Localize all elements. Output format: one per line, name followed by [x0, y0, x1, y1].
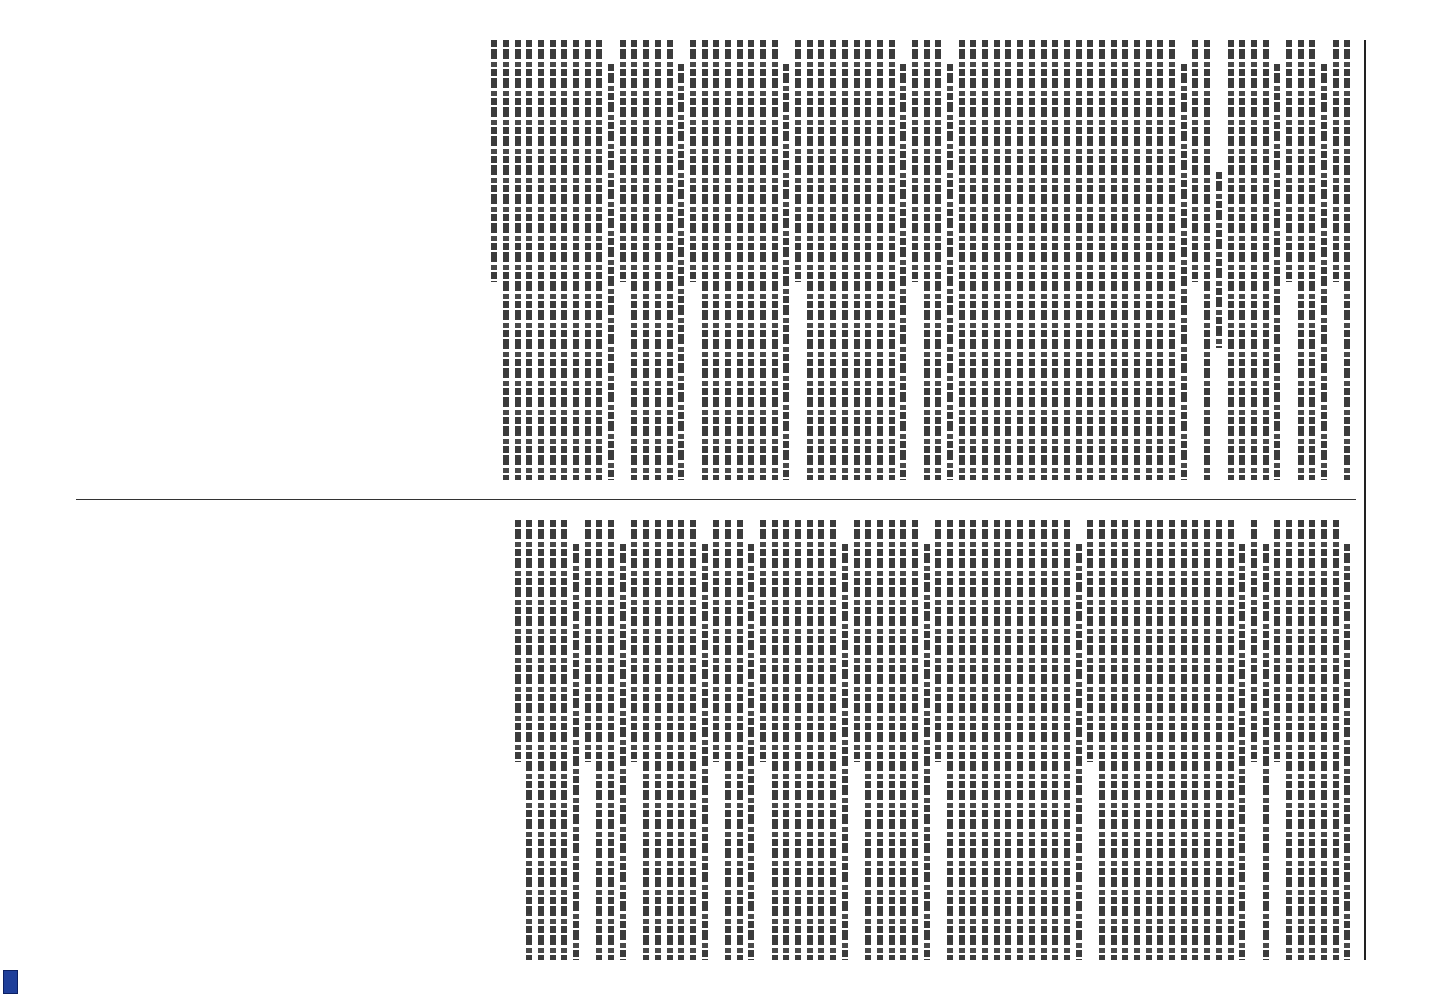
text-line — [550, 520, 556, 960]
text-line — [854, 40, 860, 480]
text-line — [1029, 520, 1035, 960]
text-line — [526, 520, 532, 960]
text-line — [935, 40, 941, 480]
text-line — [608, 64, 614, 480]
text-line — [877, 40, 883, 480]
text-line — [667, 520, 673, 960]
text-line — [900, 520, 906, 960]
text-line — [772, 520, 778, 960]
text-line — [1333, 520, 1339, 960]
text-line — [538, 520, 544, 960]
left-column-text — [491, 40, 1350, 480]
text-line — [1239, 40, 1245, 480]
text-line — [1064, 520, 1070, 960]
text-line — [667, 40, 673, 480]
column-divider — [76, 499, 1356, 500]
text-line — [491, 40, 497, 282]
text-line — [573, 544, 579, 960]
dfg-logo-icon — [3, 970, 18, 994]
text-line — [1076, 544, 1082, 960]
text-line — [1181, 520, 1187, 960]
text-line — [585, 520, 591, 762]
text-line — [947, 64, 953, 480]
text-line — [1157, 40, 1163, 480]
text-line — [970, 40, 976, 480]
text-line — [561, 520, 567, 960]
text-line — [1076, 40, 1082, 480]
text-line — [889, 520, 895, 960]
header-rule — [1364, 40, 1366, 960]
text-line — [725, 520, 731, 960]
text-line — [655, 40, 661, 480]
text-line — [631, 520, 637, 762]
text-line — [573, 40, 579, 480]
text-line — [830, 40, 836, 480]
text-line — [994, 40, 1000, 480]
text-line — [503, 40, 509, 480]
text-line — [748, 544, 754, 960]
attribution-strip — [0, 0, 22, 1000]
text-line — [1204, 40, 1210, 480]
text-line — [1181, 64, 1187, 480]
text-line — [596, 520, 602, 960]
text-line — [678, 520, 684, 960]
text-line — [807, 40, 813, 480]
text-line — [1041, 520, 1047, 960]
text-line — [1134, 40, 1140, 480]
text-line — [1251, 40, 1257, 480]
text-line — [1286, 40, 1292, 282]
text-line — [877, 520, 883, 960]
text-line — [620, 544, 626, 960]
text-line — [1204, 520, 1210, 960]
text-line — [585, 40, 591, 480]
text-line — [737, 520, 743, 960]
text-line — [900, 64, 906, 480]
text-line — [713, 520, 719, 762]
text-line — [1228, 40, 1234, 480]
text-line — [1263, 40, 1269, 480]
text-line — [1041, 40, 1047, 480]
text-line — [561, 40, 567, 480]
text-line — [725, 40, 731, 480]
text-line — [1146, 40, 1152, 480]
text-line — [515, 40, 521, 480]
text-line — [1239, 544, 1245, 960]
text-line — [1099, 520, 1105, 960]
text-line — [702, 544, 708, 960]
text-line — [643, 40, 649, 480]
text-column-right — [56, 520, 1356, 960]
text-line — [1333, 40, 1339, 282]
text-line — [1298, 520, 1304, 960]
text-line — [515, 520, 521, 762]
text-line — [947, 520, 953, 960]
text-line — [842, 544, 848, 960]
text-line — [1321, 520, 1327, 960]
text-line — [1146, 520, 1152, 960]
text-line — [783, 520, 789, 960]
text-line — [713, 40, 719, 480]
text-line — [772, 40, 778, 480]
text-line — [1169, 520, 1175, 960]
text-line — [690, 520, 696, 960]
text-line — [1263, 544, 1269, 960]
text-line — [1005, 520, 1011, 960]
text-line — [1192, 520, 1198, 960]
text-line — [1169, 40, 1175, 480]
text-line — [1122, 520, 1128, 960]
text-line — [1017, 40, 1023, 480]
text-line — [655, 520, 661, 960]
text-line — [1005, 40, 1011, 480]
text-line — [737, 40, 743, 480]
text-line — [982, 40, 988, 480]
text-line — [818, 520, 824, 960]
text-line — [1344, 544, 1350, 960]
text-line — [1029, 40, 1035, 480]
text-line — [1122, 40, 1128, 480]
text-line — [550, 40, 556, 480]
text-line — [889, 40, 895, 480]
text-line — [631, 40, 637, 480]
text-line — [1309, 40, 1315, 480]
text-line — [795, 40, 801, 282]
text-line — [748, 40, 754, 480]
text-line — [935, 520, 941, 762]
text-line — [1251, 520, 1257, 762]
text-line — [865, 520, 871, 960]
text-line — [1216, 172, 1222, 348]
text-line — [760, 520, 766, 762]
text-line — [994, 520, 1000, 960]
text-line — [596, 40, 602, 480]
text-line — [643, 520, 649, 960]
text-line — [959, 40, 965, 480]
text-line — [1134, 520, 1140, 960]
text-line — [1111, 520, 1117, 960]
text-line — [912, 40, 918, 282]
right-column-text — [515, 520, 1351, 960]
text-line — [924, 544, 930, 960]
text-line — [760, 40, 766, 480]
text-line — [783, 64, 789, 480]
text-line — [1216, 520, 1222, 960]
text-line — [854, 520, 860, 762]
page-footer — [34, 40, 54, 960]
text-line — [959, 520, 965, 960]
text-line — [1052, 40, 1058, 480]
page-header — [1368, 40, 1392, 960]
text-line — [1344, 40, 1350, 480]
text-line — [1111, 40, 1117, 480]
text-line — [678, 64, 684, 480]
text-line — [1087, 520, 1093, 762]
text-line — [1087, 40, 1093, 480]
text-line — [1298, 40, 1304, 480]
text-line — [970, 520, 976, 960]
text-line — [1192, 40, 1198, 282]
text-line — [538, 40, 544, 480]
text-line — [1064, 40, 1070, 480]
text-line — [1309, 520, 1315, 960]
text-line — [842, 40, 848, 480]
text-line — [526, 40, 532, 480]
text-line — [1017, 520, 1023, 960]
text-line — [1052, 520, 1058, 960]
text-line — [865, 40, 871, 480]
text-line — [702, 40, 708, 480]
text-column-left — [56, 40, 1356, 480]
text-line — [830, 520, 836, 960]
text-line — [1099, 40, 1105, 480]
scanned-page — [26, 0, 1406, 1000]
text-line — [1228, 520, 1234, 960]
text-line — [924, 40, 930, 480]
text-line — [608, 520, 614, 960]
text-line — [1157, 520, 1163, 960]
text-line — [690, 40, 696, 282]
text-line — [912, 520, 918, 960]
text-line — [1321, 64, 1327, 480]
text-line — [982, 520, 988, 960]
text-line — [818, 40, 824, 480]
text-line — [1274, 64, 1280, 480]
text-line — [1286, 520, 1292, 960]
text-line — [795, 520, 801, 960]
text-line — [620, 40, 626, 282]
text-line — [807, 520, 813, 960]
text-line — [1274, 520, 1280, 762]
